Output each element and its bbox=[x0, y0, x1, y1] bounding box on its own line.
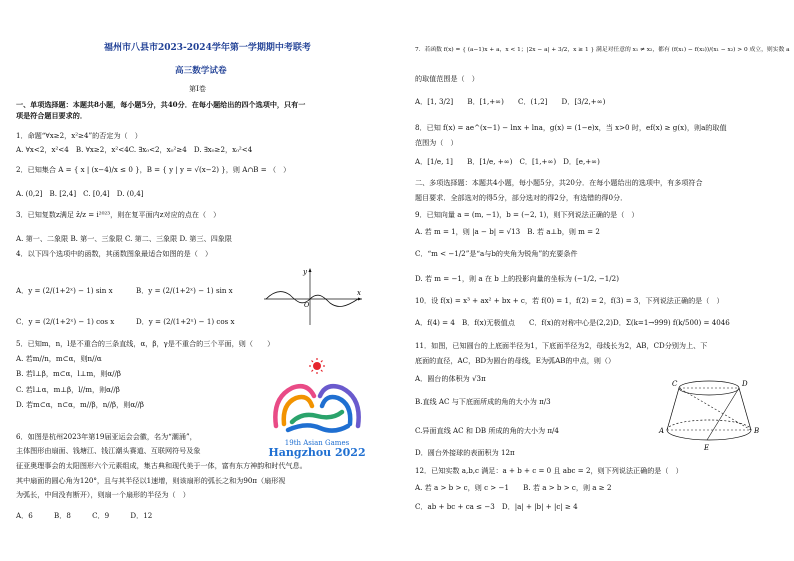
bottom-base-back bbox=[667, 420, 751, 430]
volume-label: 第I卷 bbox=[189, 84, 206, 93]
q8-options: A．[1/e, 1] B．[1/e, +∞) C．[1,+∞) D．[e,+∞) bbox=[415, 157, 600, 166]
q6-options: A．6 B．8 C．9 D．12 bbox=[16, 511, 153, 520]
q6-line2: 主体图形由扇面、钱塘江、钱江潮头赛道、互联网符号及象 bbox=[16, 446, 201, 455]
q9-stem: 9．已知向量 a = (m, −1)，b = (−2, 1)，则下列说法正确的是（ ） bbox=[415, 210, 639, 219]
section1-heading: 一、单项选择题：本题共8小题，每小题5分，共40分．在每小题给出的四个选项中，只有一 bbox=[16, 100, 306, 109]
q1-stem: 1．命题“∀x≥2，x²≥4”的否定为（ ） bbox=[16, 131, 142, 140]
q2-options: A. (0,2] B. [2,4] C. [0,4] D. (0,4] bbox=[16, 189, 144, 198]
q9-option-d: D. 若 m = −1，则 a 在 b 上的投影向量的坐标为 (−1/2, −1/2) bbox=[415, 274, 619, 283]
q11-option-a: A．圆台的体积为 √3π bbox=[415, 374, 486, 383]
q5-option-c: C. 若l⊥α，m⊥β，l//m，则α//β bbox=[16, 385, 120, 394]
q11-frustum-figure bbox=[657, 376, 767, 454]
q10-options: A．f(4) = 4 B．f(x)无极值点 C．f(x)的对称中心是(2,2)D．Σ(k=1→999) f(k/500) = 4046 bbox=[415, 318, 730, 327]
q5-option-b: B. 若l⊥β，m⊂α，l⊥m，则α//β bbox=[16, 369, 122, 378]
asian-games-logo bbox=[262, 356, 372, 460]
q12-option-a: A. 若 a > b > c，则 c > −1 B. 若 a > b > c，则 a ≥ 2 bbox=[415, 483, 612, 492]
q7-options: A．[1, 3/2] B．[1,+∞) C．(1,2] D．[3/2,+∞) bbox=[415, 97, 606, 106]
q3-stem: 3．已知复数z满足 z̄/z = i²⁰²³，则在复平面内z对应的点在（ ） bbox=[16, 210, 221, 219]
q9-option-a: A. 若 m = 1，则 |a − b| = √13 B. 若 a⊥b，则 m = 2 bbox=[415, 227, 600, 236]
q10-stem: 10．设 f(x) = x³ + ax² + bx + c，若 f(0) = 1，f(2) = 2，f(3) = 3，下列说法正确的是（ ） bbox=[415, 296, 724, 305]
logo-line1: 19th Asian Games bbox=[284, 439, 350, 447]
y-axis-label: y bbox=[303, 268, 307, 276]
q4-option-c: C．y = (2/(1+2ˣ) − 1) cos x bbox=[16, 317, 115, 326]
q6-line1: 6．如图是杭州2023年第19届亚运会会徽，名为“潮涌”， bbox=[16, 432, 197, 441]
section2-heading: 二、多项选择题：本题共4小题，每小题5分，共20分．在每小题给出的选项中，有多项符合 bbox=[415, 178, 703, 187]
segment-bc bbox=[679, 388, 751, 430]
q12-option-c: C．ab + bc + ca ≤ −3 D．|a| + |b| + |c| ≥ 4 bbox=[415, 502, 578, 511]
section2-heading-2: 题目要求．全部选对的得5分，部分选对的得2分，有选错的得0分． bbox=[415, 193, 628, 202]
logo-line2: Hangzhou 2022 bbox=[268, 446, 366, 459]
section1-heading-2: 项是符合题目要求的． bbox=[16, 111, 87, 120]
label-e: E bbox=[704, 444, 710, 452]
q11-option-d: D．圆台外接球的表面积为 12π bbox=[415, 448, 515, 457]
q4-option-b: B．y = (2/(1+2ˣ) − 1) sin x bbox=[136, 286, 233, 295]
q5-option-d: D. 若m⊂α，n⊂α，m//β，n//β，则α//β bbox=[16, 400, 144, 409]
origin-label: O bbox=[304, 301, 310, 309]
q9-option-c: C．“m < −1/2”是“a与b的夹角为锐角”的充要条件 bbox=[415, 249, 578, 258]
q4-option-a: A．y = (2/(1+2ˣ) − 1) sin x bbox=[16, 286, 113, 295]
q6-line5: 为弧长，中间没有断开），则扇一个扇形的半径为（ ） bbox=[16, 490, 190, 499]
label-a: A bbox=[659, 427, 665, 435]
q1-options: A. ∀x<2，x²<4 B. ∀x≥2，x²<4C. ∃x₀<2，x₀²≥4 D. ∃x₀≥2，x₀²<4 bbox=[16, 145, 253, 154]
q4-option-d: D．y = (2/(1+2ˣ) − 1) cos x bbox=[136, 317, 235, 326]
q8-stem-2: 范围为（ ） bbox=[415, 138, 458, 147]
q5-stem: 5．已知m，n，l是不重合的三条直线，α，β，γ是不重合的三个平面，则（ ） bbox=[16, 339, 275, 348]
q11-option-c: C.异面直线 AC 和 DB 所成的角的大小为 π/4 bbox=[415, 426, 559, 435]
x-axis-arrow-icon bbox=[358, 298, 362, 301]
q7-stem-2: 的取值范围是（ ） bbox=[415, 74, 479, 83]
segment-de bbox=[707, 388, 739, 440]
q7-stem: 7．若函数 f(x) = { (a−1)x + a，x < 1；|2x − a| + 3/2，x ≥ 1 } 满足对任意的 x₁ ≠ x₂，都有 (f(x₁) − f(x₂))/(x₁ − x₂) > 0 成立，则实数 a bbox=[415, 47, 790, 53]
label-d: D bbox=[742, 380, 748, 388]
sun-emblem-icon bbox=[309, 358, 325, 374]
q8-stem: 8．已知 f(x) = ae^(x−1) − lnx + lna，g(x) = (1−e)x，当 x>0 时，ef(x) ≥ g(x)，则a的取值 bbox=[415, 123, 727, 132]
q12-stem: 12．已知实数 a,b,c 满足：a + b + c = 0 且 abc = 2，则下列说法正确的是（ ） bbox=[415, 466, 683, 475]
q4-function-graph bbox=[262, 265, 364, 327]
q6-line3: 征亚奥理事会的太阳图形六个元素组成，集古典和现代美于一体，富有东方神韵和时代气息。 bbox=[16, 461, 307, 470]
label-b: B bbox=[754, 427, 760, 435]
y-axis-arrow-icon bbox=[309, 268, 312, 272]
x-axis-label: x bbox=[357, 289, 361, 297]
q4-stem: 4．以下四个选项中的函数，其函数图象最适合如图的是（ ） bbox=[16, 249, 213, 258]
q3-options: A. 第一、二象限 B. 第一、三象限 C. 第二、三象限 D. 第三、四象限 bbox=[16, 234, 232, 243]
subject-title: 高三数学试卷 bbox=[175, 66, 227, 76]
q11-stem: 11．如图，已知圆台的上底面半径为1，下底面半径为2，母线长为2，AB，CD分别为上、下 bbox=[415, 341, 708, 350]
label-c: C bbox=[672, 380, 678, 388]
bottom-base-front bbox=[667, 430, 751, 440]
q5-option-a: A. 若m//n，m⊂α，则n//α bbox=[16, 354, 102, 363]
q11-stem-2: 底面的直径，AC，BD为圆台的母线，E为弧AB的中点，则（） bbox=[415, 356, 616, 365]
q2-stem: 2．已知集合 A = { x | (x−4)/x ≤ 0 }，B = { y | y = √(x−2) }，则 A∩B = （ ） bbox=[16, 165, 291, 174]
q11-option-b: B.直线 AC 与下底面所成的角的大小为 π/3 bbox=[415, 397, 551, 406]
q6-line4: 其中扇面的圆心角为120°，且与其半径以1速增，则该扇形的弧长之和为90π（扇形视 bbox=[16, 476, 286, 485]
exam-title: 福州市八县市2023-2024学年第一学期期中考联考 bbox=[104, 43, 311, 53]
tide-fan-icon bbox=[275, 386, 358, 430]
